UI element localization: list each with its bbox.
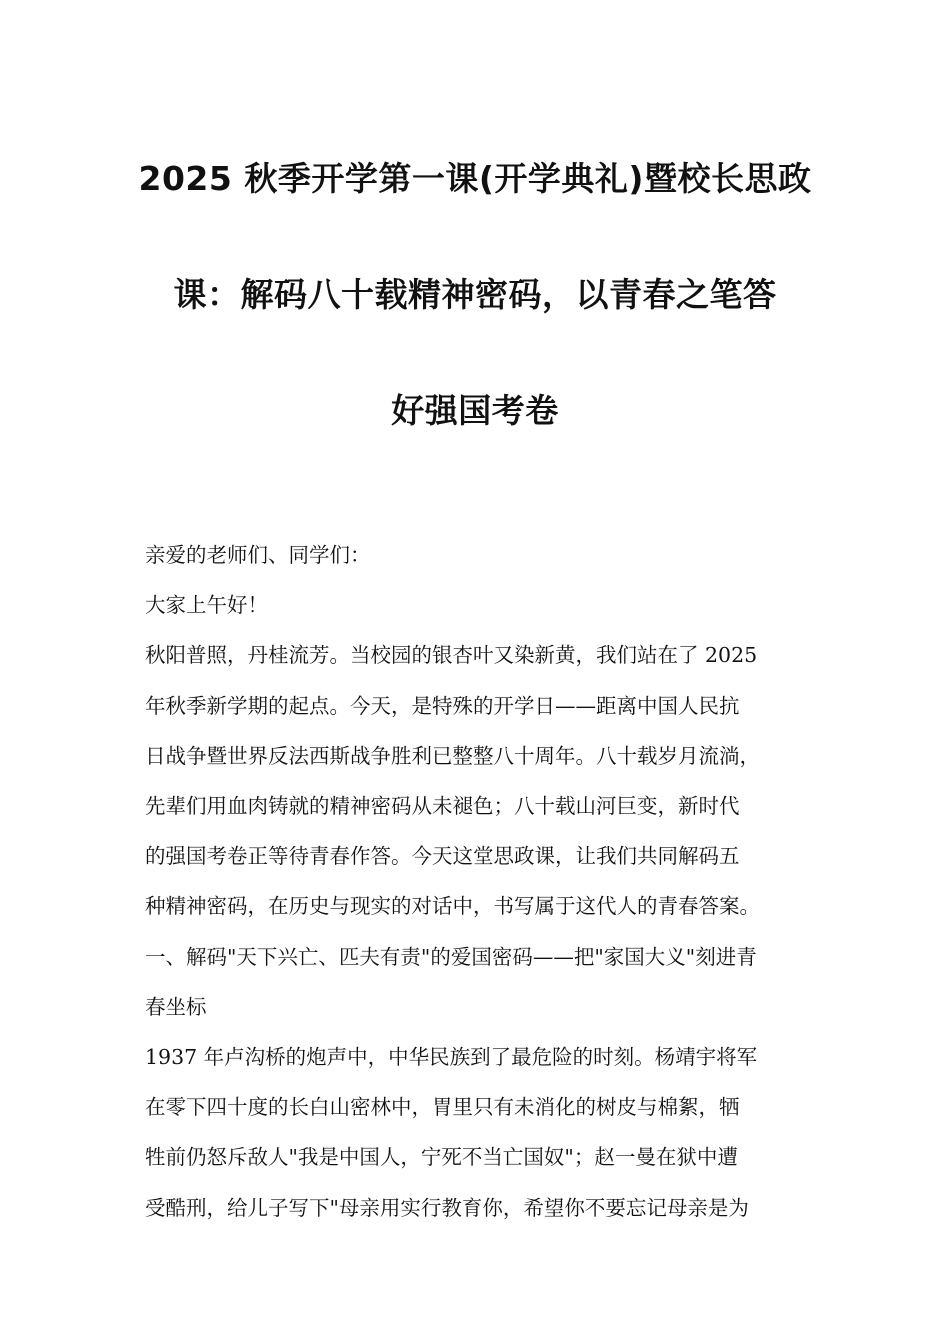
body-line: 牲前仍怒斥敌人"我是中国人，宁死不当亡国奴"；赵一曼在狱中遭 — [145, 1145, 738, 1170]
body-line: 1937 年卢沟桥的炮声中，中华民族到了最危险的时刻。杨靖宇将军 — [145, 1045, 758, 1070]
body-line: 日战争暨世界反法西斯战争胜利已整整八十周年。八十载岁月流淌， — [145, 743, 760, 768]
title-line-3: 好强国考卷 — [391, 391, 559, 430]
title-line-2: 课：解码八十载精神密码，以青春之笔答 — [173, 275, 777, 314]
body-line: 的强国考卷正等待青春作答。今天这堂思政课，让我们共同解码五 — [145, 844, 740, 869]
document-body — [145, 530, 825, 1233]
greeting-line: 大家上午好！ — [145, 593, 268, 618]
section-heading-line: 一、解码"天下兴亡、匹夫有责"的爱国密码——把"家国大义"刻进青 — [145, 944, 757, 969]
salutation-line: 亲爱的老师们、同学们： — [145, 543, 371, 567]
document-title — [100, 146, 850, 494]
title-line-1: 2025 秋季开学第一课(开学典礼)暨校长思政 — [138, 159, 812, 198]
body-line: 受酷刑，给儿子写下"母亲用实行教育你，希望你不要忘记母亲是为 — [145, 1195, 749, 1220]
body-line: 在零下四十度的长白山密林中，胃里只有未消化的树皮与棉絮，牺 — [145, 1095, 740, 1120]
body-line: 年秋季新学期的起点。今天，是特殊的开学日——距离中国人民抗 — [145, 693, 740, 718]
body-line: 先辈们用血肉铸就的精神密码从未褪色；八十载山河巨变，新时代 — [145, 794, 740, 819]
body-line: 种精神密码，在历史与现实的对话中，书写属于这代人的青春答案。 — [145, 894, 760, 919]
body-line: 秋阳普照，丹桂流芳。当校园的银杏叶又染新黄，我们站在了 2025 — [145, 643, 758, 668]
section-heading-line: 春坐标 — [145, 994, 207, 1019]
